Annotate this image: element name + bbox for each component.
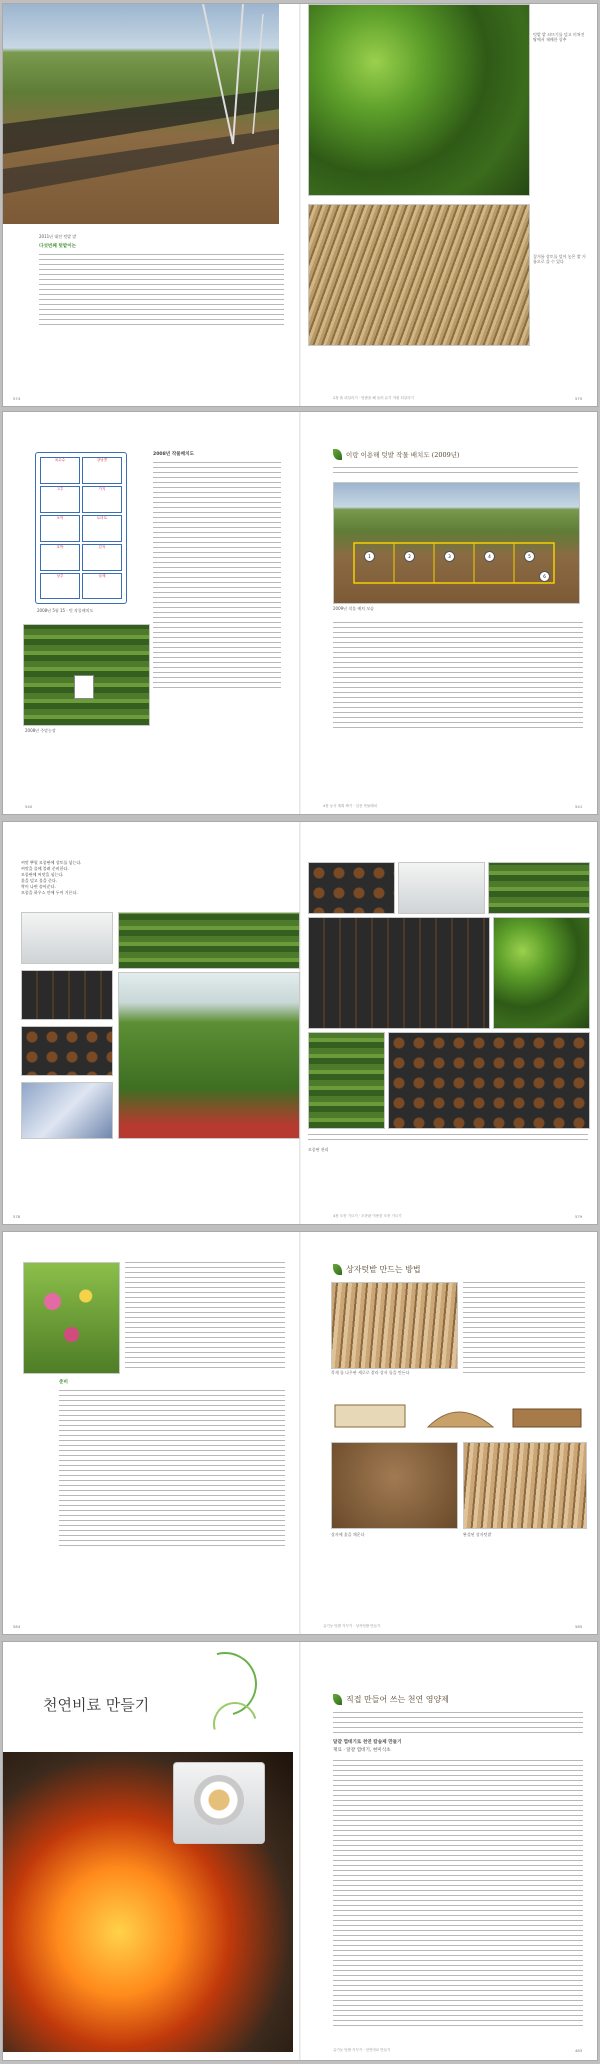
photo-tray-soil: [21, 1026, 113, 1076]
photo-pots-3: [488, 862, 590, 914]
body-text-block: [125, 1262, 285, 1372]
caption-straw: 짚거름 상토를 덮어 놓은 밭 거름으로 쓸 수 있다: [533, 254, 586, 265]
section-heading: 직접 만들어 쓰는 천연 영양제: [346, 1695, 449, 1704]
body-text-block: [59, 1390, 285, 1550]
photo-pots-1: [308, 862, 395, 914]
page-number-left: 540: [25, 804, 33, 809]
photo-seed-cups: [21, 912, 113, 964]
running-footer: 2장 흙 되살리기 · 텃밭을 해 들어 유기 자원 되살리기: [333, 396, 414, 400]
running-footer: 유기농 텃밭 가꾸기 · 상자텃밭 만들기: [323, 1624, 381, 1628]
subhead: 달걀 껍데기로 천연 칼슘제 만들기: [333, 1740, 402, 1745]
step-item: 씨앗 뿌릴 모종판에 상토를 넣는다.: [21, 860, 82, 865]
gutter: [299, 1232, 301, 1634]
box-profile-illustration: [333, 1397, 583, 1432]
gutter: [299, 4, 301, 406]
step-item: 흙을 덮고 물을 준다.: [21, 878, 57, 883]
box-diagram: [333, 1397, 583, 1432]
plot-label: 1: [364, 551, 375, 562]
photo-fabric: [21, 1082, 113, 1139]
plot-label: 5: [524, 551, 535, 562]
body-text-block: [39, 254, 284, 329]
section-heading: 이랑 이용해 텃밭 작물 배치도 (2009년): [346, 451, 460, 459]
page-spread-4: [3, 1232, 597, 1634]
body-text-block: [153, 462, 281, 692]
body-text-block: [333, 622, 583, 732]
caption-complete: 완성된 상자텃밭: [463, 1532, 492, 1537]
photo-caption-right: 2009년 작물 배치 모습: [333, 606, 375, 611]
diagram-cell: 감자: [82, 544, 122, 571]
chapter-title: 천연비료 만들기: [43, 1696, 150, 1714]
diagram-cell: 상추: [40, 573, 80, 599]
side-text: [463, 1282, 585, 1377]
page-number-left: 574: [13, 396, 21, 401]
intro-text: [333, 467, 578, 477]
photo-box-complete: [463, 1442, 587, 1529]
caption-soil: 상자에 흙을 채운다: [331, 1532, 365, 1537]
gutter: [299, 412, 301, 814]
caption-field: 2011년 대전 텃밭 밭: [39, 234, 77, 239]
photo-box-soil: [331, 1442, 458, 1529]
running-footer: 유기농 텃밭 가꾸기 · 천연비료 만들기: [333, 2048, 391, 2052]
diagram-caption: 2008년 5월 15 · 텃 작물배치도: [37, 608, 94, 613]
page-spread-5: [3, 1642, 597, 2060]
section-heading: 상자텃밭 만드는 방법: [346, 1265, 421, 1274]
caption-right: 모종판 관리: [308, 1147, 329, 1152]
page-spread-1: [3, 4, 597, 406]
page-number-left: 578: [13, 1214, 21, 1219]
photo-boards: [331, 1282, 458, 1369]
page-number-right: 541: [575, 804, 583, 809]
plot-label: 3: [444, 551, 455, 562]
page-spread-2: [3, 412, 597, 814]
photo-lettuce: [308, 4, 530, 196]
page-number-right: 483: [575, 2048, 583, 2053]
body-text-block: [333, 1760, 583, 2030]
photo-plot-map: [333, 482, 580, 604]
photo-tray-empty: [21, 970, 113, 1020]
plot-label: 6: [539, 571, 550, 582]
step-item: 씨앗을 물에 불려 준비한다.: [21, 866, 69, 871]
photo-tray-grid: [388, 1032, 590, 1129]
photo-greenhouse-bed: [118, 972, 300, 1139]
diagram-cell: 강낭콩: [82, 457, 122, 484]
photo-seedbed: [23, 624, 150, 726]
field-illustration: [3, 4, 279, 224]
diagram-cell: 옥수수: [40, 457, 80, 484]
photo-straw: [308, 204, 530, 346]
step-item: 모종을 하우스 안에 두어 기른다.: [21, 890, 78, 895]
caption-lettuce: 텃밭 밭 쇠뜨기를 덮고 미쳐진 땅에서 재배한 상추: [533, 32, 585, 43]
plot-label: 4: [484, 551, 495, 562]
leaf-icon: [333, 449, 342, 460]
page-number-right: 585: [575, 1624, 583, 1629]
step-item: 모종판에 씨앗을 심는다.: [21, 872, 64, 877]
running-footer: 4장 모종 기르기 · 모종판 이용한 모종 기르기: [333, 1214, 402, 1218]
page-number-left: 584: [13, 1624, 21, 1629]
diagram-cell: 토마토: [82, 515, 122, 542]
section-label: 2008년 작물배치도: [153, 452, 195, 457]
leaf-icon: [333, 1264, 342, 1275]
page-spread-3: [3, 822, 597, 1224]
caption-boards: 목재 틀 나무판 세로로 잘라 상자 틀을 만든다: [331, 1370, 410, 1375]
subhead: 다섯번째 텃밭이는: [39, 244, 77, 249]
running-footer: 4장 농사 계획 짜기 · 실전 작물배치: [323, 804, 377, 808]
caption-block: [308, 1134, 588, 1144]
leaf-icon: [333, 1694, 342, 1705]
page-number-right: 579: [575, 1214, 583, 1219]
photo-bowl: [173, 1762, 265, 1844]
diagram-cell: 오이: [40, 515, 80, 542]
photo-box-seedlings: [308, 1032, 385, 1129]
photo-pots-2: [398, 862, 485, 914]
photo-seedlings-top: [118, 912, 300, 969]
subhead: 준비: [59, 1380, 68, 1385]
gutter: [299, 1642, 301, 2060]
page-number-right: 575: [575, 396, 583, 401]
plot-label: 2: [404, 551, 415, 562]
intro-text: [333, 1712, 583, 1734]
photo-tray-large: [308, 917, 490, 1029]
photo-caption-left: 2008년 주말농장: [25, 728, 56, 733]
photo-flowers: [23, 1262, 120, 1374]
photo-field: [3, 4, 279, 224]
materials: 재료 · 달걀 껍데기, 현미식초: [333, 1748, 391, 1753]
diagram-cell: 고추: [40, 486, 80, 513]
diagram-cell: 가지: [82, 486, 122, 513]
plot-numbers: [334, 483, 579, 603]
photo-seedlings-side: [493, 917, 590, 1029]
planting-diagram: [35, 452, 127, 604]
diagram-cell: 들깨: [82, 573, 122, 599]
step-item: 싹이 나면 솎아준다.: [21, 884, 56, 889]
diagram-cell: 호박: [40, 544, 80, 571]
